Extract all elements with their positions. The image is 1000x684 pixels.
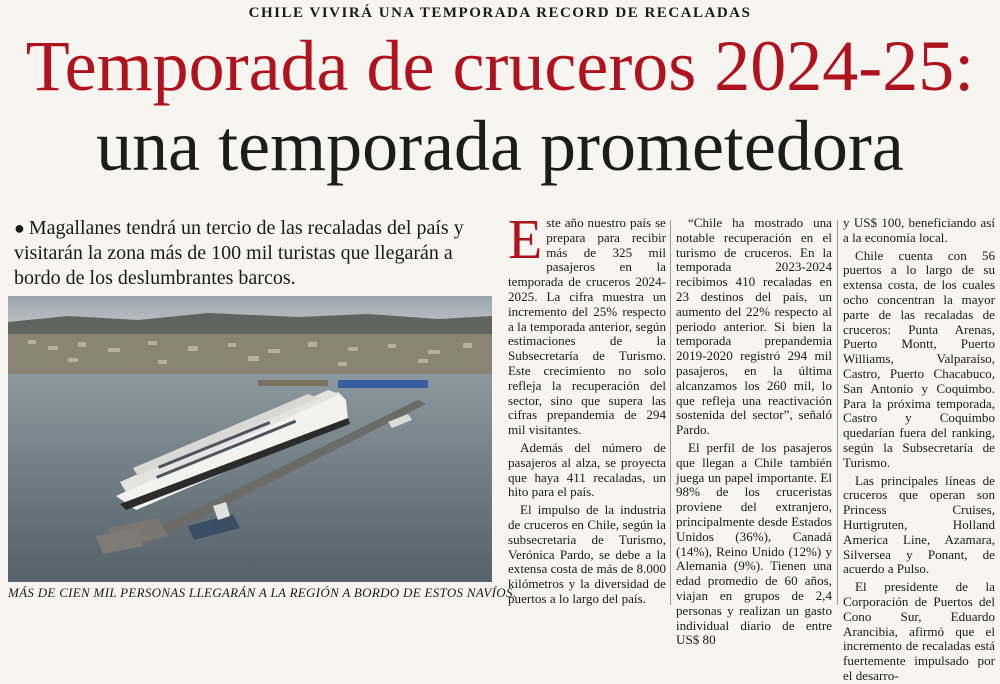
drop-cap: E bbox=[508, 209, 543, 271]
column-divider bbox=[837, 220, 838, 605]
article-paragraph: Además del número de pasajeros al alza, se proyecta que haya 411 recaladas, un hito para el país. bbox=[508, 439, 666, 500]
kicker: CHILE VIVIRÁ UNA TEMPORADA RECORD DE RECALADAS bbox=[248, 5, 752, 21]
article-column-3 bbox=[843, 215, 995, 683]
article-paragraph: El perfil de los pasajeros que llegan a Chile también juega un papel importante. El 98% de los cruceristas proviene del extranjero, principalmente desde Estados Unidos (36%), Canadá (14%), Reino Unido (12%) y Alemania (9%). Tienen una edad promedio de 60 años, viajan en grupos de 2,4 personas y realizan un gasto individual diario de entre US$ 80 bbox=[676, 439, 832, 648]
column-divider bbox=[670, 220, 671, 605]
cruise-ship-photo bbox=[8, 296, 492, 582]
article-paragraph: y US$ 100, beneficiando así a la economía local. bbox=[843, 215, 995, 245]
headline-line-1: Temporada de cruceros 2024-25: bbox=[25, 26, 975, 106]
lead-paragraph bbox=[14, 216, 494, 291]
article-paragraph: Chile cuenta con 56 puertos a lo largo de su extensa costa, de los cuales ocho concentran la mayor parte de las recaladas de cruceros: Punta Arenas, Puerto Montt, Puerto Williams, Valparaíso, Castro, Puerto Chacabuco, San Antonio y Coquimbo. Para la próxima temporada, Castro y Coquimbo quedarían fuera del ranking, según la Subsecretaría de Turismo. bbox=[843, 247, 995, 470]
article-paragraph: El presidente de la Corporación de Puertos del Cono Sur, Eduardo Arancibia, afirmó que el incremento de recaladas está fuertemente impulsado por el desarro- bbox=[843, 579, 995, 683]
article-paragraph: El impulso de la industria de cruceros en Chile, según la subsecretaria de Turismo, Verónica Pardo, se debe a la extensa costa de más de 8.000 kilómetros y la diversidad de puertos a lo largo del país. bbox=[508, 502, 666, 606]
article-paragraph: “Chile ha mostrado una notable recuperación en el turismo de cruceros. En la temporada 2023-2024 recibimos 410 recaladas en 23 destinos del país, un aumento del 22% respecto al periodo anterior. Si bien la temporada prepandemia 2019-2020 registró 294 mil pasajeros, en la última alcanzamos los 260 mil, lo que refleja una reactivación sostenida del sector”, señaló Pardo. bbox=[676, 215, 832, 438]
article-paragraph: Las principales líneas de cruceros que operan son Princess Cruises, Hurtigruten, Holland America Line, Azamara, Silversea y Ponant, de acuerdo a Pulso. bbox=[843, 472, 995, 577]
bullet-icon: ● bbox=[14, 218, 25, 238]
headline-line-2: una temporada prometedora bbox=[96, 106, 904, 186]
lead-text: Magallanes tendrá un tercio de las recaladas del país y visitarán la zona más de 100 mil turistas que llegarán a bordo de los deslumbrantes barcos. bbox=[14, 217, 464, 289]
article-column-2 bbox=[676, 215, 832, 648]
article-column-1 bbox=[508, 209, 666, 608]
photo-caption: MÁS DE CIEN MIL PERSONAS LLEGARÁN A LA REGIÓN A BORDO DE ESTOS NAVÍOS. bbox=[8, 585, 517, 600]
article-paragraph: Este año nuestro país se prepara para recibir más de 325 mil pasajeros en la temporada de cruceros 2024-2025. La cifra muestra un incremento del 25% respecto a la temporada anterior, según estimaciones de la Subsecretaría de Turismo. Este crecimiento no solo refleja la recuperación del sector, sino que supera las cifras prepandemia de 294 mil visitantes. bbox=[508, 209, 666, 438]
